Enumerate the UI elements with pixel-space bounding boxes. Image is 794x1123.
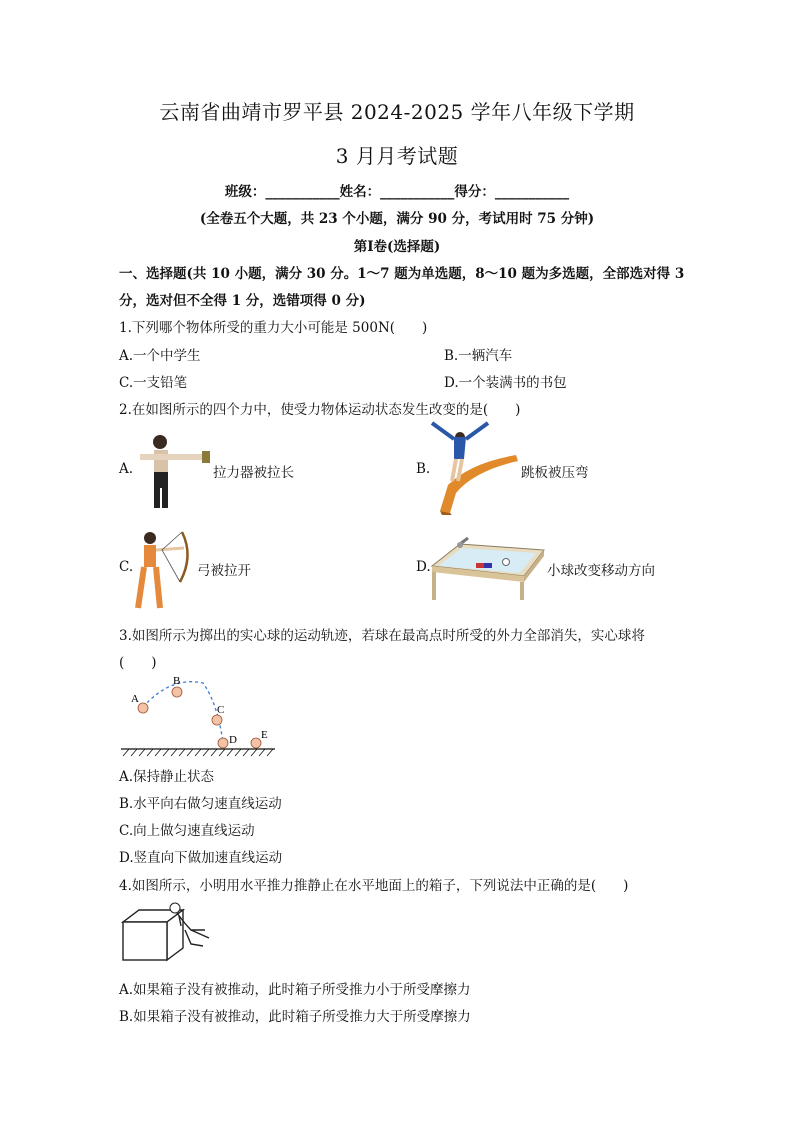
q2-option-d-letter: D.	[416, 559, 431, 575]
volume-heading: 第Ⅰ卷(选择题)	[353, 239, 441, 255]
archer-figure	[132, 530, 198, 612]
q1-option-a: A.一个中学生	[119, 348, 201, 364]
section1-heading-cont: 分，选对但不全得 1 分，选错项得 0 分)	[119, 293, 366, 309]
q3-option-b: B.水平向右做匀速直线运动	[119, 796, 282, 812]
q2-option-b-label: 跳板被压弯	[521, 465, 589, 481]
q3-option-a: A.保持静止状态	[119, 769, 215, 785]
q4-stem: 4.如图所示，小明用水平推力推静止在水平地面上的箱子，下列说法中正确的是( )	[119, 878, 629, 894]
point-label-d: D	[229, 734, 237, 746]
q1-option-b: B.一辆汽车	[444, 348, 513, 364]
section1-heading: 一、选择题(共 10 小题，满分 30 分。1～7 题为单选题，8～10 题为多选题，全部选对得 3	[119, 266, 685, 282]
point-label-c: C	[217, 704, 225, 716]
q4-option-b: B.如果箱子没有被推动，此时箱子所受推力大于所受摩擦力	[119, 1009, 471, 1025]
q2-option-a-label: 拉力器被拉长	[213, 465, 294, 481]
q1-stem: 1.下列哪个物体所受的重力大小可能是 500N( )	[119, 320, 428, 336]
exam-title-line1: 云南省曲靖市罗平县 2024-2025 学年八年级下学期	[159, 100, 635, 124]
point-label-b: B	[173, 675, 181, 687]
q3-stem-paren: ( )	[119, 655, 157, 671]
student-info-line: 班级：___________姓名：___________得分：___________	[224, 184, 570, 200]
ball-magnet-table-figure	[430, 536, 546, 602]
q2-option-c-label: 弓被拉开	[197, 563, 251, 579]
q1-option-d: D.一个装满书的书包	[444, 375, 567, 391]
q2-option-c-letter: C.	[119, 559, 134, 575]
diving-board-figure	[430, 423, 520, 515]
q2-option-b-letter: B.	[416, 461, 431, 477]
expander-man-figure	[132, 432, 212, 510]
q2-stem: 2.在如图所示的四个力中，使受力物体运动状态发生改变的是( )	[119, 402, 521, 418]
exam-title-line2: 3 月月考试题	[335, 144, 459, 168]
point-label-a: A	[131, 693, 139, 705]
box-push-figure	[119, 900, 219, 966]
point-label-e: E	[261, 729, 268, 741]
q3-option-c: C.向上做匀速直线运动	[119, 823, 255, 839]
q4-option-a: A.如果箱子没有被推动，此时箱子所受推力小于所受摩擦力	[119, 982, 471, 998]
q2-option-a-letter: A.	[119, 461, 134, 477]
q3-stem: 3.如图所示为掷出的实心球的运动轨迹，若球在最高点时所受的外力全部消失，实心球将	[119, 628, 645, 644]
q1-option-c: C.一支铅笔	[119, 375, 188, 391]
exam-note: (全卷五个大题，共 23 个小题，满分 90 分，考试用时 75 分钟)	[199, 211, 595, 227]
trajectory-figure	[119, 672, 279, 758]
q3-option-d: D.竖直向下做加速直线运动	[119, 850, 283, 866]
q2-option-d-label: 小球改变移动方向	[547, 563, 655, 579]
